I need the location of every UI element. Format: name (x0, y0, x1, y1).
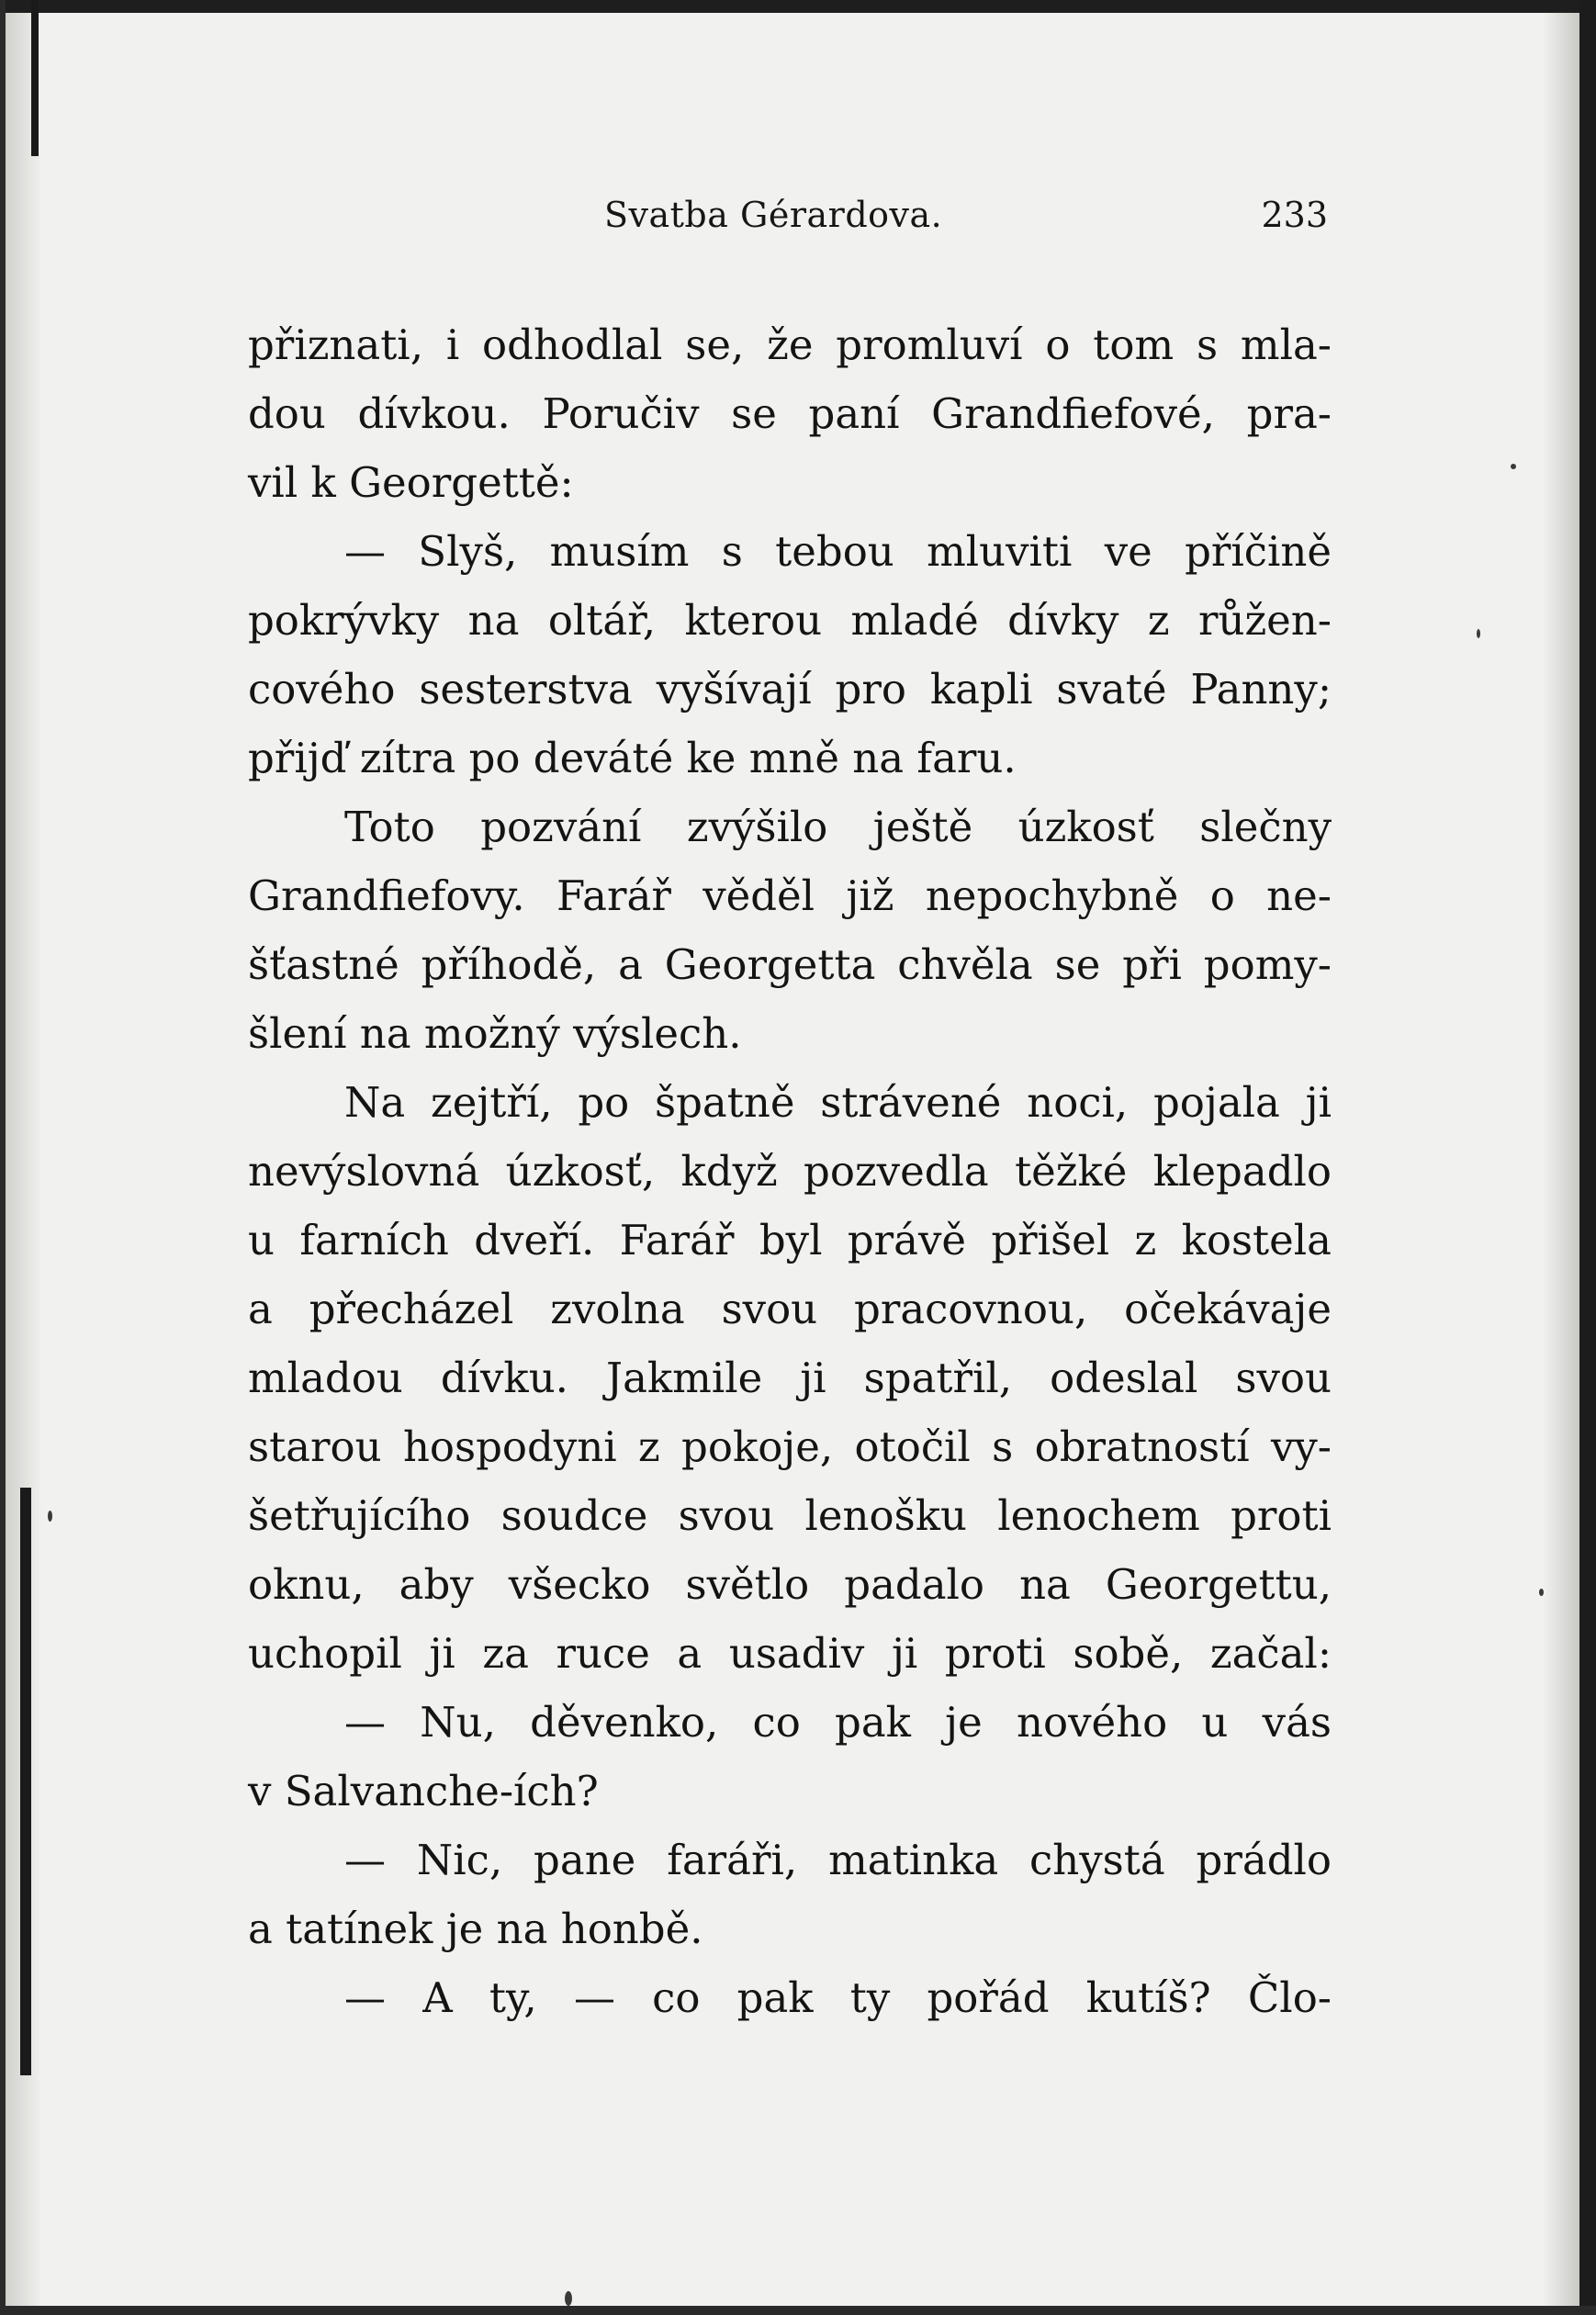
scan-speck (1477, 629, 1480, 638)
text-line: vil k Georgettě: (248, 458, 574, 507)
text-line: šetřujícího soudce svou lenošku lenochem proti (248, 1491, 1332, 1540)
scan-border-right (1579, 0, 1596, 2315)
text-line: přiznati, i odhodlal se, že promluví o tom s mla- (248, 320, 1332, 369)
text-line: Na zejtří, po špatně strávené noci, pojala ji (344, 1078, 1332, 1127)
text-line: — Slyš, musím s tebou mluviti ve příčině (344, 527, 1332, 576)
text-line: — Nu, děvenko, co pak je nového u vás (344, 1698, 1332, 1747)
text-line: dou dívkou. Poručiv se paní Grandfiefové, pra- (248, 389, 1332, 438)
page-header (248, 195, 1328, 250)
text-line: mladou dívku. Jakmile ji spatřil, odeslal svou (248, 1354, 1332, 1402)
scan-border-top (0, 0, 1596, 13)
text-line: — Nic, pane faráři, matinka chystá prádlo (344, 1836, 1332, 1884)
text-line: Toto pozvání zvýšilo ještě úzkosť slečny (344, 803, 1332, 851)
scan-border-bottom (0, 2306, 1596, 2315)
text-line: Grandfiefovy. Farář věděl již nepochybně o ne- (248, 871, 1332, 920)
text-line: a tatínek je na honbě. (248, 1905, 703, 1953)
scan-speck (48, 1511, 52, 1522)
page-number: 233 (1261, 195, 1328, 235)
text-line: přijď zítra po deváté ke mně na faru. (248, 734, 1017, 782)
text-line: oknu, aby všecko světlo padalo na Georgettu, (248, 1560, 1332, 1609)
scan-speck (1539, 1589, 1544, 1596)
text-line: šlení na možný výslech. (248, 1009, 742, 1058)
text-line: v Salvanche-ích? (248, 1767, 599, 1815)
binding-mark-top (31, 0, 39, 156)
scan-speck (1511, 464, 1516, 469)
text-line: starou hospodyni z pokoje, otočil s obratností vy- (248, 1422, 1332, 1471)
scan-border-left (0, 0, 6, 2315)
text-line: a přecházel zvolna svou pracovnou, očekávaje (248, 1285, 1332, 1333)
binding-mark-middle (20, 1488, 31, 2075)
scan-speck (565, 2291, 572, 2306)
text-line: cového sesterstva vyšívají pro kapli svaté Panny; (248, 665, 1332, 714)
text-line: — A ty, — co pak ty pořád kutíš? Člo- (344, 1973, 1332, 2022)
text-line: u farních dveří. Farář byl právě přišel z kostela (248, 1216, 1332, 1264)
running-title: Svatba Gérardova. (604, 195, 943, 235)
text-line: šťastné příhodě, a Georgetta chvěla se při pomy- (248, 940, 1332, 989)
text-line: uchopil ji za ruce a usadiv ji proti sobě, začal: (248, 1629, 1332, 1678)
text-line: pokrývky na oltář, kterou mladé dívky z růžen- (248, 596, 1332, 645)
text-line: nevýslovná úzkosť, když pozvedla těžké klepadlo (248, 1147, 1332, 1196)
body-text (248, 310, 1332, 2032)
right-edge-shadow (1543, 0, 1579, 2315)
